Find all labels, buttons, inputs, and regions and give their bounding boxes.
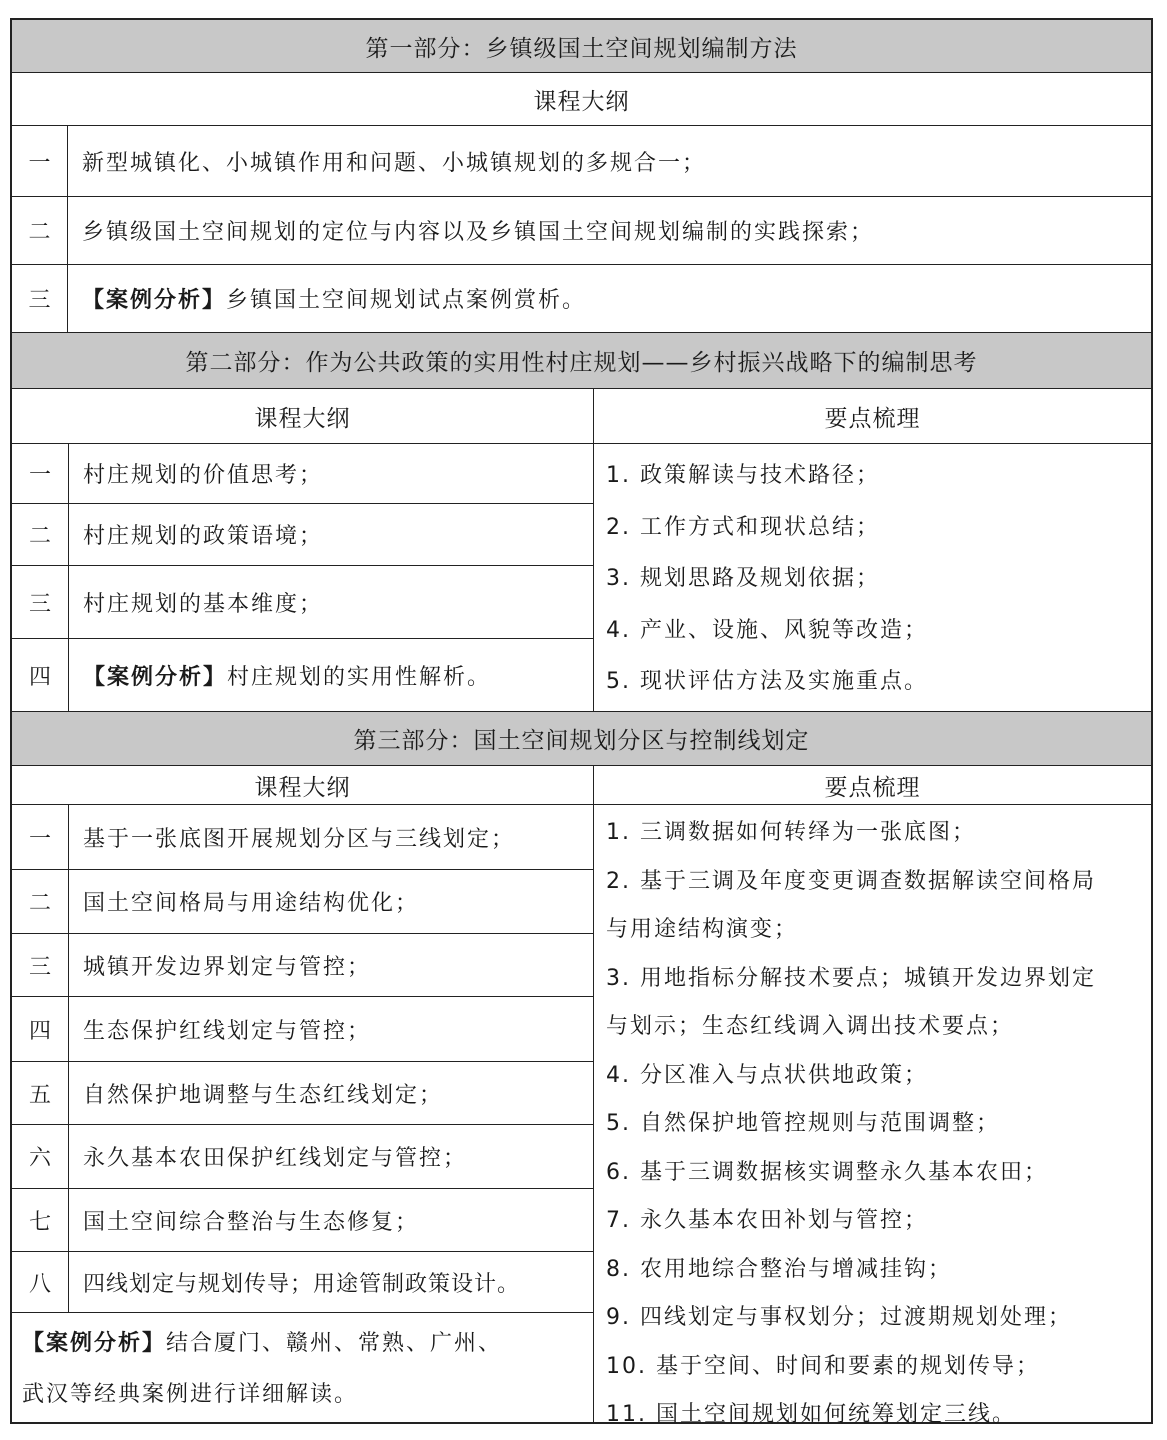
part3-title-text: 第三部分：国土空间规划分区与控制线划定 (353, 728, 810, 754)
part3-point: 10. 基于空间、时间和要素的规划传导； (606, 1353, 1040, 1379)
part3-column-divider (593, 766, 594, 1424)
part3-row7-num: 七 (28, 1209, 51, 1235)
part1-row2-text: 乡镇级国土空间规划的定位与内容以及乡镇国土空间规划编制的实践探索； (82, 220, 875, 245)
part3-point: 3. 用地指标分解技术要点；城镇开发边界划定 (606, 965, 1096, 991)
part3-point: 8. 农用地综合整治与增减挂钩； (606, 1256, 952, 1282)
part3-row1-num: 一 (28, 826, 51, 852)
part2-point: 5. 现状评估方法及实施重点。 (606, 669, 928, 694)
part2-point: 4. 产业、设施、风貌等改造； (606, 617, 928, 643)
part2-row2-num: 二 (28, 524, 51, 549)
part3-row4-text: 生态保护红线划定与管控； (83, 1018, 372, 1044)
part3-point: 11. 国土空间规划如何统筹划定三线。 (606, 1402, 1016, 1427)
part3-case-analysis (22, 1318, 502, 1420)
part3-points-header: 要点梳理 (824, 774, 921, 801)
part3-row3-text: 城镇开发边界划定与管控； (83, 954, 372, 980)
part3-point: 7. 永久基本农田补划与管控； (606, 1208, 928, 1233)
case-analysis-label: 【案例分析】 (22, 1331, 167, 1356)
part1-row3-num: 三 (28, 288, 51, 313)
part3-title (10, 712, 1153, 766)
part1-row1-text: 新型城镇化、小城镇作用和问题、小城镇规划的多规合一； (82, 151, 707, 176)
part2-row3-num: 三 (28, 591, 51, 617)
part2-row4-num: 四 (28, 664, 51, 690)
part2-row1-num: 一 (28, 463, 51, 488)
case-analysis-line1: 结合厦门、赣州、常熟、广州、 (166, 1331, 503, 1356)
case-analysis-line2: 武汉等经典案例进行详细解读。 (22, 1382, 359, 1407)
part3-row7-text: 国土空间综合整治与生态修复； (83, 1209, 420, 1235)
part3-row5-text: 自然保护地调整与生态红线划定； (83, 1082, 444, 1108)
part2-row2-text: 村庄规划的政策语境； (83, 524, 324, 549)
part2-syllabus-header: 课程大纲 (254, 405, 351, 432)
part3-point: 5. 自然保护地管控规则与范围调整； (606, 1111, 1000, 1136)
part3-row8-text: 四线划定与规划传导；用途管制政策设计。 (83, 1271, 521, 1297)
part3-point: 2. 基于三调及年度变更调查数据解读空间格局 (606, 868, 1096, 894)
part2-point: 3. 规划思路及规划依据； (606, 566, 880, 591)
part3-point: 6. 基于三调数据核实调整永久基本农田； (606, 1159, 1048, 1185)
part2-row3-text: 村庄规划的基本维度； (83, 591, 324, 617)
part2-row1-text: 村庄规划的价值思考； (83, 463, 324, 488)
case-analysis-label: 【案例分析】 (83, 664, 228, 690)
part2-point: 2. 工作方式和现状总结； (606, 514, 880, 540)
part3-point: 与划示；生态红线调入调出技术要点； (606, 1014, 1015, 1039)
part3-row5-num: 五 (28, 1082, 51, 1108)
part3-point: 1. 三调数据如何转绎为一张底图； (606, 820, 976, 845)
part2-row4-content (69, 639, 589, 711)
part2-point: 1. 政策解读与技术路径； (606, 463, 880, 488)
part3-row4-num: 四 (28, 1018, 51, 1044)
part2-points-list (606, 450, 928, 708)
part2-title-text: 第二部分：作为公共政策的实用性村庄规划——乡村振兴战略下的编制思考 (185, 350, 978, 376)
part3-syllabus-header: 课程大纲 (254, 774, 351, 801)
part2-title (10, 333, 1153, 389)
part1-title-text: 第一部分：乡镇级国土空间规划编制方法 (365, 35, 798, 62)
part1-row3-text: 乡镇国土空间规划试点案例赏析。 (226, 288, 587, 313)
part3-point: 4. 分区准入与点状供地政策； (606, 1062, 928, 1088)
row-divider (10, 1312, 593, 1313)
part3-row6-num: 六 (28, 1146, 51, 1171)
part3-points-list (606, 809, 1096, 1440)
part1-row3-content (68, 265, 1148, 332)
part1-row1-num: 一 (28, 151, 51, 176)
part1-syllabus-header (10, 73, 1153, 126)
part2-points-header: 要点梳理 (824, 405, 921, 432)
part3-row3-num: 三 (28, 954, 51, 980)
part3-row2-text: 国土空间格局与用途结构优化； (83, 891, 420, 916)
part3-row8-num: 八 (28, 1271, 51, 1297)
part3-point: 9. 四线划定与事权划分；过渡期规划处理； (606, 1305, 1072, 1330)
part1-syllabus-header-text: 课程大纲 (533, 88, 630, 115)
part3-row2-num: 二 (28, 891, 51, 916)
case-analysis-label: 【案例分析】 (82, 288, 227, 313)
part3-row6-text: 永久基本农田保护红线划定与管控； (83, 1146, 468, 1171)
part3-row1-text: 基于一张底图开展规划分区与三线划定； (83, 826, 516, 852)
part2-row4-text: 村庄规划的实用性解析。 (227, 664, 492, 690)
part1-row2-num: 二 (28, 220, 51, 245)
part3-point: 与用途结构演变； (606, 917, 799, 942)
part1-title (10, 18, 1153, 73)
